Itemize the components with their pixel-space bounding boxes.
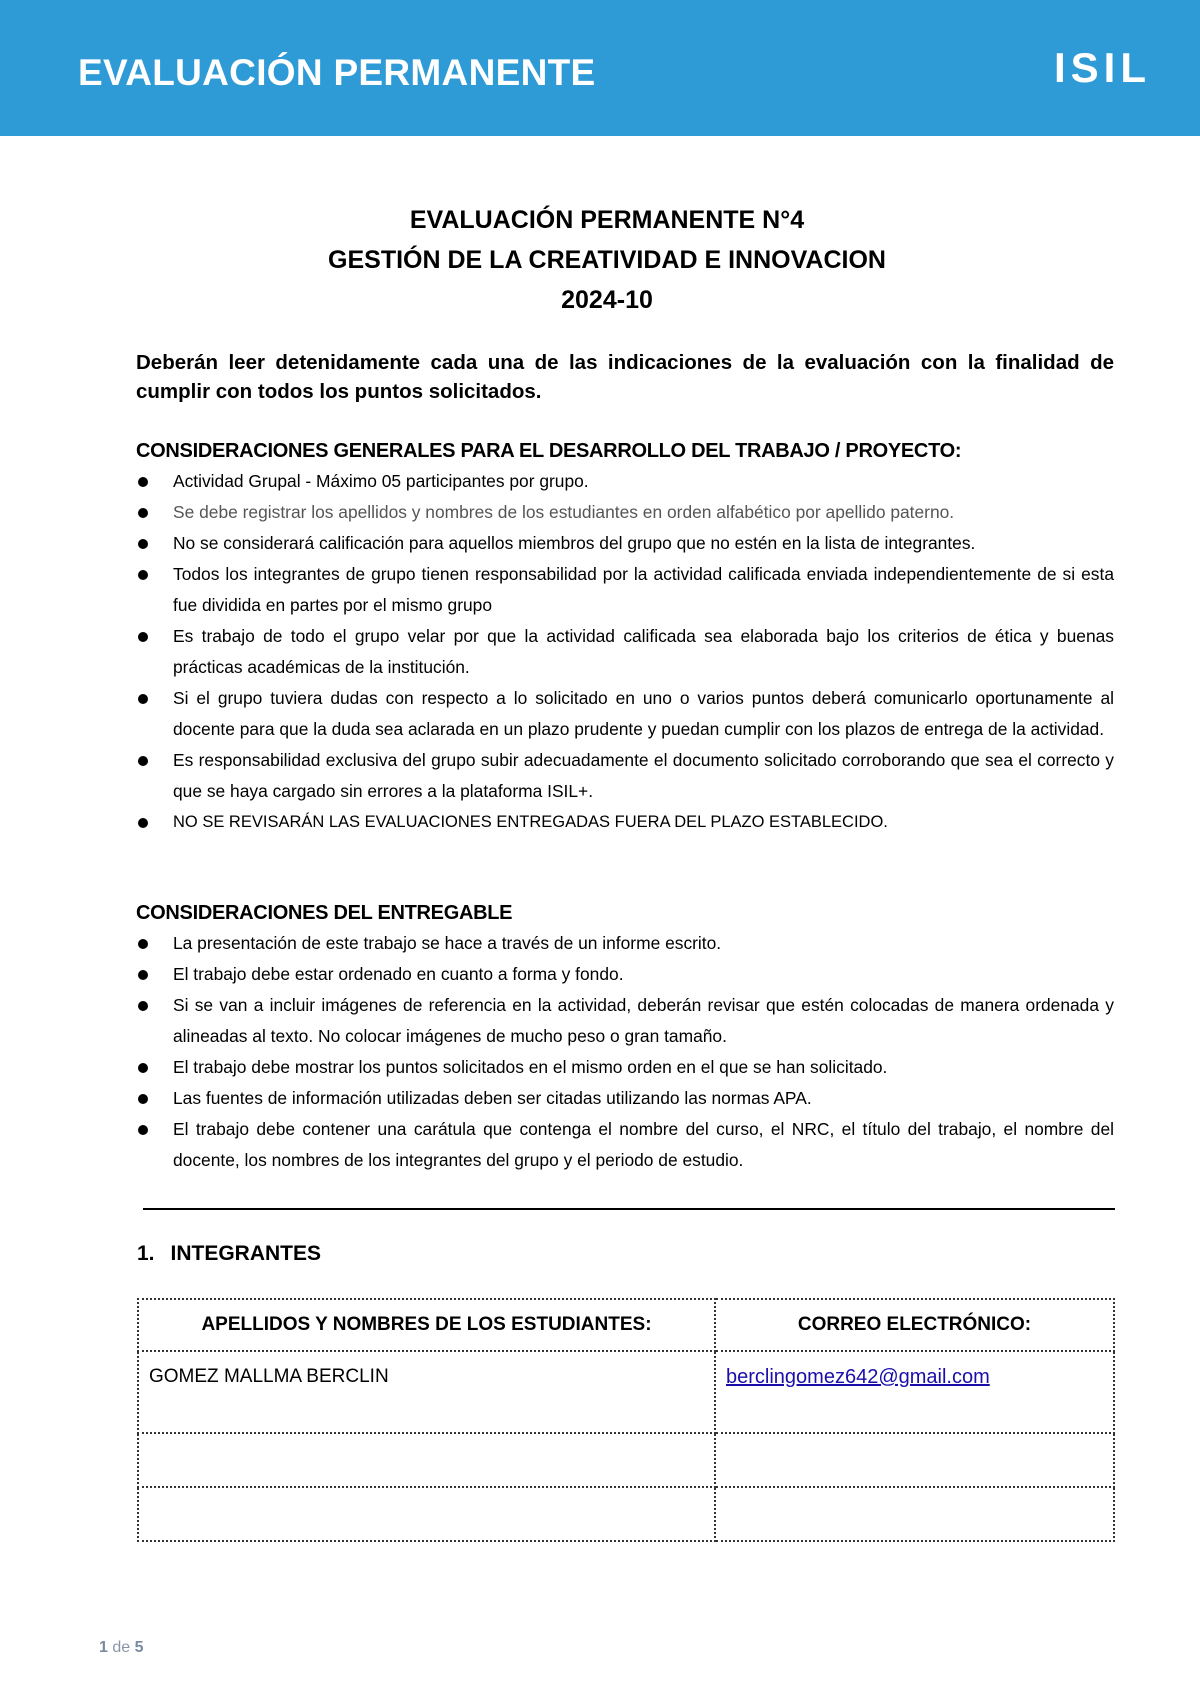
- deliverable-considerations-list: [136, 928, 1114, 1176]
- bullet-icon: [138, 477, 148, 487]
- student-email-cell[interactable]: [715, 1351, 1114, 1433]
- student-email-cell[interactable]: [715, 1487, 1114, 1541]
- general-considerations-title: CONSIDERACIONES GENERALES PARA EL DESARROLLO DEL TRABAJO / PROYECTO:: [136, 440, 962, 462]
- list-item: El trabajo debe mostrar los puntos solicitados en el mismo orden en el que se han solicitado.: [136, 1052, 1114, 1083]
- list-item: El trabajo debe contener una carátula que contenga el nombre del curso, el NRC, el título del trabajo, el nombre del docente, los nombres de los integrantes del grupo y el periodo de estudio.: [136, 1114, 1114, 1176]
- banner-title: EVALUACIÓN PERMANENTE: [78, 52, 596, 93]
- integrantes-title: [137, 1242, 321, 1266]
- bullet-icon: [138, 694, 148, 704]
- list-item: Es responsabilidad exclusiva del grupo subir adecuadamente el documento solicitado corroborando que sea el correcto y que se haya cargado sin errores a la plataforma ISIL+.: [136, 745, 1114, 807]
- bullet-icon: [138, 1094, 148, 1104]
- column-header-names: APELLIDOS Y NOMBRES DE LOS ESTUDIANTES:: [138, 1299, 715, 1351]
- bullet-icon: [138, 570, 148, 580]
- bullet-icon: [138, 939, 148, 949]
- bullet-icon: [138, 818, 148, 828]
- section-label: INTEGRANTES: [170, 1242, 322, 1265]
- table-row: [138, 1351, 1114, 1433]
- intro-paragraph: Deberán leer detenidamente cada una de las indicaciones de la evaluación con la finalidad de cumplir con todos los puntos solicitados.: [136, 351, 1114, 403]
- email-link[interactable]: berclingomez642@gmail.com: [726, 1366, 990, 1388]
- section-divider: [143, 1208, 1115, 1210]
- table-row: [138, 1487, 1114, 1541]
- list-item: Todos los integrantes de grupo tienen responsabilidad por la actividad calificada enviada independientemente de si esta fue dividida en partes por el mismo grupo: [136, 559, 1114, 621]
- heading-line-2: GESTIÓN DE LA CREATIVIDAD E INNOVACION: [328, 246, 886, 274]
- table-row: [138, 1433, 1114, 1487]
- deliverable-considerations-title: CONSIDERACIONES DEL ENTREGABLE: [136, 902, 513, 924]
- list-item: El trabajo debe estar ordenado en cuanto a forma y fondo.: [136, 959, 1114, 990]
- bullet-icon: [138, 508, 148, 518]
- bullet-icon: [138, 539, 148, 549]
- table-header-row: [138, 1299, 1114, 1351]
- column-header-email: CORREO ELECTRÓNICO:: [715, 1299, 1114, 1351]
- list-item: La presentación de este trabajo se hace a través de un informe escrito.: [136, 928, 1114, 959]
- members-table: [137, 1298, 1115, 1542]
- page-number: 1 de 5: [99, 1639, 144, 1656]
- list-item: No se considerará calificación para aquellos miembros del grupo que no estén en la lista de integrantes.: [136, 528, 1114, 559]
- header-banner: [0, 0, 1200, 136]
- document-heading: [0, 200, 1200, 320]
- student-email-cell[interactable]: [715, 1433, 1114, 1487]
- bullet-icon: [138, 1001, 148, 1011]
- section-number: 1.: [137, 1242, 155, 1265]
- list-item: Si se van a incluir imágenes de referencia en la actividad, deberán revisar que estén colocadas de manera ordenada y alineadas al texto. No colocar imágenes de mucho peso o gran tamaño.: [136, 990, 1114, 1052]
- student-name-cell[interactable]: [138, 1433, 715, 1487]
- bullet-icon: [138, 1125, 148, 1135]
- bullet-icon: [138, 970, 148, 980]
- bullet-icon: [138, 756, 148, 766]
- heading-line-1: EVALUACIÓN PERMANENTE N°4: [409, 206, 805, 234]
- general-considerations-list: [136, 466, 1114, 838]
- bullet-icon: [138, 1063, 148, 1073]
- isil-logo: ISIL: [1053, 44, 1151, 91]
- list-item: Las fuentes de información utilizadas deben ser citadas utilizando las normas APA.: [136, 1083, 1114, 1114]
- list-item: Se debe registrar los apellidos y nombres de los estudiantes en orden alfabético por apellido paterno.: [136, 497, 1114, 528]
- student-name-cell[interactable]: GOMEZ MALLMA BERCLIN: [138, 1351, 715, 1433]
- list-item: Es trabajo de todo el grupo velar por que la actividad calificada sea elaborada bajo los criterios de ética y buenas prácticas académicas de la institución.: [136, 621, 1114, 683]
- student-name-cell[interactable]: [138, 1487, 715, 1541]
- bullet-icon: [138, 632, 148, 642]
- list-item: Actividad Grupal - Máximo 05 participantes por grupo.: [136, 466, 1114, 497]
- list-item: NO SE REVISARÁN LAS EVALUACIONES ENTREGADAS FUERA DEL PLAZO ESTABLECIDO.: [136, 807, 1114, 838]
- list-item: Si el grupo tuviera dudas con respecto a lo solicitado en uno o varios puntos deberá comunicarlo oportunamente al docente para que la duda sea aclarada en un plazo prudente y puedan cumplir con los plazos de entrega de la actividad.: [136, 683, 1114, 745]
- heading-line-3: 2024-10: [561, 286, 653, 314]
